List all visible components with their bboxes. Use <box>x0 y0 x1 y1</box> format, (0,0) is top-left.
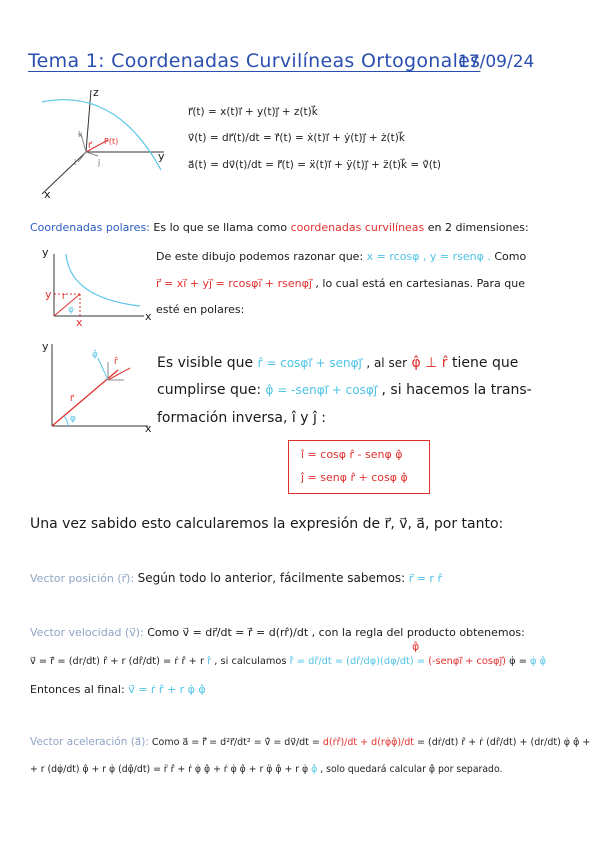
diagram2-y-label: y <box>45 288 52 301</box>
acceleration-l1-a: Como a⃗ = r̈⃗ = d²r⃗/dt² = v̇⃗ = dv⃗/dt = <box>151 737 320 748</box>
velocity-l1-a: Como v⃗ = dr⃗/dt = ṙ⃗ = d(rr̂)/dt <box>147 626 309 639</box>
diagram1-i-label: i <box>74 158 77 167</box>
diagram1-z-label: z <box>93 86 99 99</box>
acceleration-l2-cyan: φ̂̇ <box>311 764 318 775</box>
visible-line-2 <box>157 382 532 398</box>
visible-l2-b: , si hacemos la trans- <box>381 382 532 398</box>
visible-line-3: formación inversa, î y ĵ : <box>157 410 327 426</box>
velocity-label: Vector velocidad (v⃗): <box>30 626 144 639</box>
box-line-1: î = cosφ r̂ - senφ φ̂ <box>301 448 403 461</box>
diagram2-y-axis: y <box>42 246 49 259</box>
velocity-l1-b: , con la regla del producto obtenemos: <box>311 626 525 639</box>
diagram2-x-axis: x <box>145 310 152 323</box>
visible-l1-a: Es visible que <box>157 355 254 371</box>
diagram3-phihat-label: φ̂ <box>92 350 98 360</box>
equation-position: r⃗(t) = x(t)i⃗ + y(t)j⃗ + z(t)k⃗ <box>188 106 318 118</box>
diagram3-r-label: r⃗ <box>70 394 74 404</box>
equation-velocity: v⃗(t) = dr⃗(t)/dt = ṙ⃗(t) = ẋ(t)i⃗ + ẏ(t)j⃗ + ż(t)k⃗ <box>188 132 405 144</box>
diagram1-point-label: P(t) <box>104 137 119 146</box>
position-label: Vector posición (r⃗): <box>30 572 135 585</box>
diagram2-r-label: r <box>62 292 66 302</box>
diagram1-k-label: k <box>78 130 83 139</box>
inverse-transform-box <box>288 440 430 494</box>
visible-l1-red: φ̂ ⊥ r̂ <box>411 355 448 371</box>
diagram2-phi-label: φ <box>68 305 74 315</box>
transition-line: Una vez sabido esto calcularemos la expresión de r⃗, v⃗, a⃗, por tanto: <box>30 516 504 532</box>
polar-line-1 <box>156 250 526 263</box>
velocity-line-2 <box>30 656 546 667</box>
velocity-l3-cyan: v⃗ = ṙ r̂ + r φ̇ φ̂ <box>128 683 206 696</box>
visible-line-1 <box>157 355 518 371</box>
velocity-l2-red: (-senφi⃗ + cosφj⃗) <box>428 656 506 667</box>
polar-heading: Coordenadas polares: <box>30 221 150 234</box>
velocity-line-3 <box>30 683 206 696</box>
page-title: Tema 1: Coordenadas Curvilíneas Ortogonales <box>28 50 481 72</box>
velocity-l2-b: , si calculamos <box>214 656 287 667</box>
visible-l2-a: cumplirse que: <box>157 382 262 398</box>
box-line-2: ĵ = senφ r̂ + cosφ φ̂ <box>301 471 408 484</box>
diagram-polar-curve <box>40 250 150 330</box>
polar-line1-a: De este dibujo podemos razonar que: <box>156 250 364 263</box>
visible-l1-c: tiene que <box>452 355 519 371</box>
page-date: 17/09/24 <box>458 52 535 72</box>
diagram2-x-label: x <box>76 316 83 329</box>
polar-line-3: esté en polares: <box>156 303 245 316</box>
velocity-l3-a: Entonces al final: <box>30 683 125 696</box>
polar-line1-c: Como <box>494 250 527 263</box>
visible-l1-b: , al ser <box>366 356 408 370</box>
diagram1-r-label: r⃗ <box>88 141 92 151</box>
diagram3-y-axis: y <box>42 340 49 353</box>
polar-intro-line <box>30 221 529 234</box>
polar-line2-b: , lo cual está en cartesianas. Para que <box>315 277 525 290</box>
diagram1-y-label: y <box>158 150 165 163</box>
acceleration-l1-plus: + <box>360 737 369 748</box>
diagram1-x-label: x <box>44 188 51 201</box>
velocity-l2-c: φ̇ = <box>509 656 527 667</box>
polar-line1-b: x = rcosφ , y = rsenφ . <box>366 250 491 263</box>
polar-intro-1: Es lo que se llama como <box>153 221 288 234</box>
position-result: r⃗ = r r̂ <box>408 572 442 585</box>
polar-intro-red: coordenadas curvilíneas <box>290 221 425 234</box>
acceleration-l1-red1: d(ṙr̂)/dt <box>322 737 358 748</box>
acceleration-line-1 <box>30 736 590 748</box>
acceleration-l1-red2: d(rφ̇φ̂)/dt <box>371 737 415 748</box>
acceleration-l1-b: = (dṙ/dt) r̂ + ṙ (dr̂/dt) + (dr/dt) φ̇ φ̂ + <box>417 737 591 748</box>
visible-l2-cyan: φ̂ = -senφi⃗ + cosφj⃗ <box>265 383 378 397</box>
velocity-l2-cyan1: ṙ̂ <box>207 656 212 667</box>
acceleration-label: Vector aceleración (a⃗): <box>30 736 149 748</box>
diagram3-x-axis: x <box>145 422 152 435</box>
acceleration-l2-a: + r (dφ̇/dt) φ̂ + r φ̇ (dφ̂/dt) = r̈ r̂ + ṙ φ̇ φ̂ + ṙ φ̇ φ̂ + r φ̈ φ̂ + r φ̇ <box>30 764 309 775</box>
polar-line-2 <box>156 277 525 290</box>
velocity-l2-cyan3: φ̇ φ̂ <box>530 656 547 667</box>
diagram3-phi-label: φ <box>70 414 76 424</box>
equation-acceleration: a⃗(t) = dv⃗(t)/dt = r̈⃗(t) = ẍ(t)i⃗ + ÿ(t)j⃗ + z̈(t)k⃗ = v̇⃗(t) <box>188 159 442 171</box>
polar-intro-2: en 2 dimensiones: <box>427 221 529 234</box>
diagram3-rhat-label: r̂ <box>114 357 118 367</box>
acceleration-line-2 <box>30 764 502 775</box>
diagram1-j-label: j <box>98 158 101 167</box>
velocity-l2-cyan2: ṙ̂ = dr̂/dt = (dr̂/dφ)(dφ/dt) = <box>289 656 426 667</box>
acceleration-l2-b: , solo quedará calcular φ̂̇ por separado. <box>320 764 503 775</box>
velocity-l2-a: v⃗ = ṙ⃗ = (dr/dt) r̂ + r (dr̂/dt) = ṙ r̂ + r <box>30 656 204 667</box>
polar-line2-red: r⃗ = xi⃗ + yj⃗ = rcosφi⃗ + rsenφj⃗ <box>156 277 312 290</box>
velocity-line-1 <box>30 626 525 639</box>
visible-l1-cyan: r̂ = cosφi⃗ + senφj⃗ <box>257 356 362 370</box>
velocity-over-label: φ̂ <box>412 640 420 653</box>
position-line <box>30 571 442 585</box>
position-text: Según todo lo anterior, fácilmente sabemos: <box>137 571 406 585</box>
